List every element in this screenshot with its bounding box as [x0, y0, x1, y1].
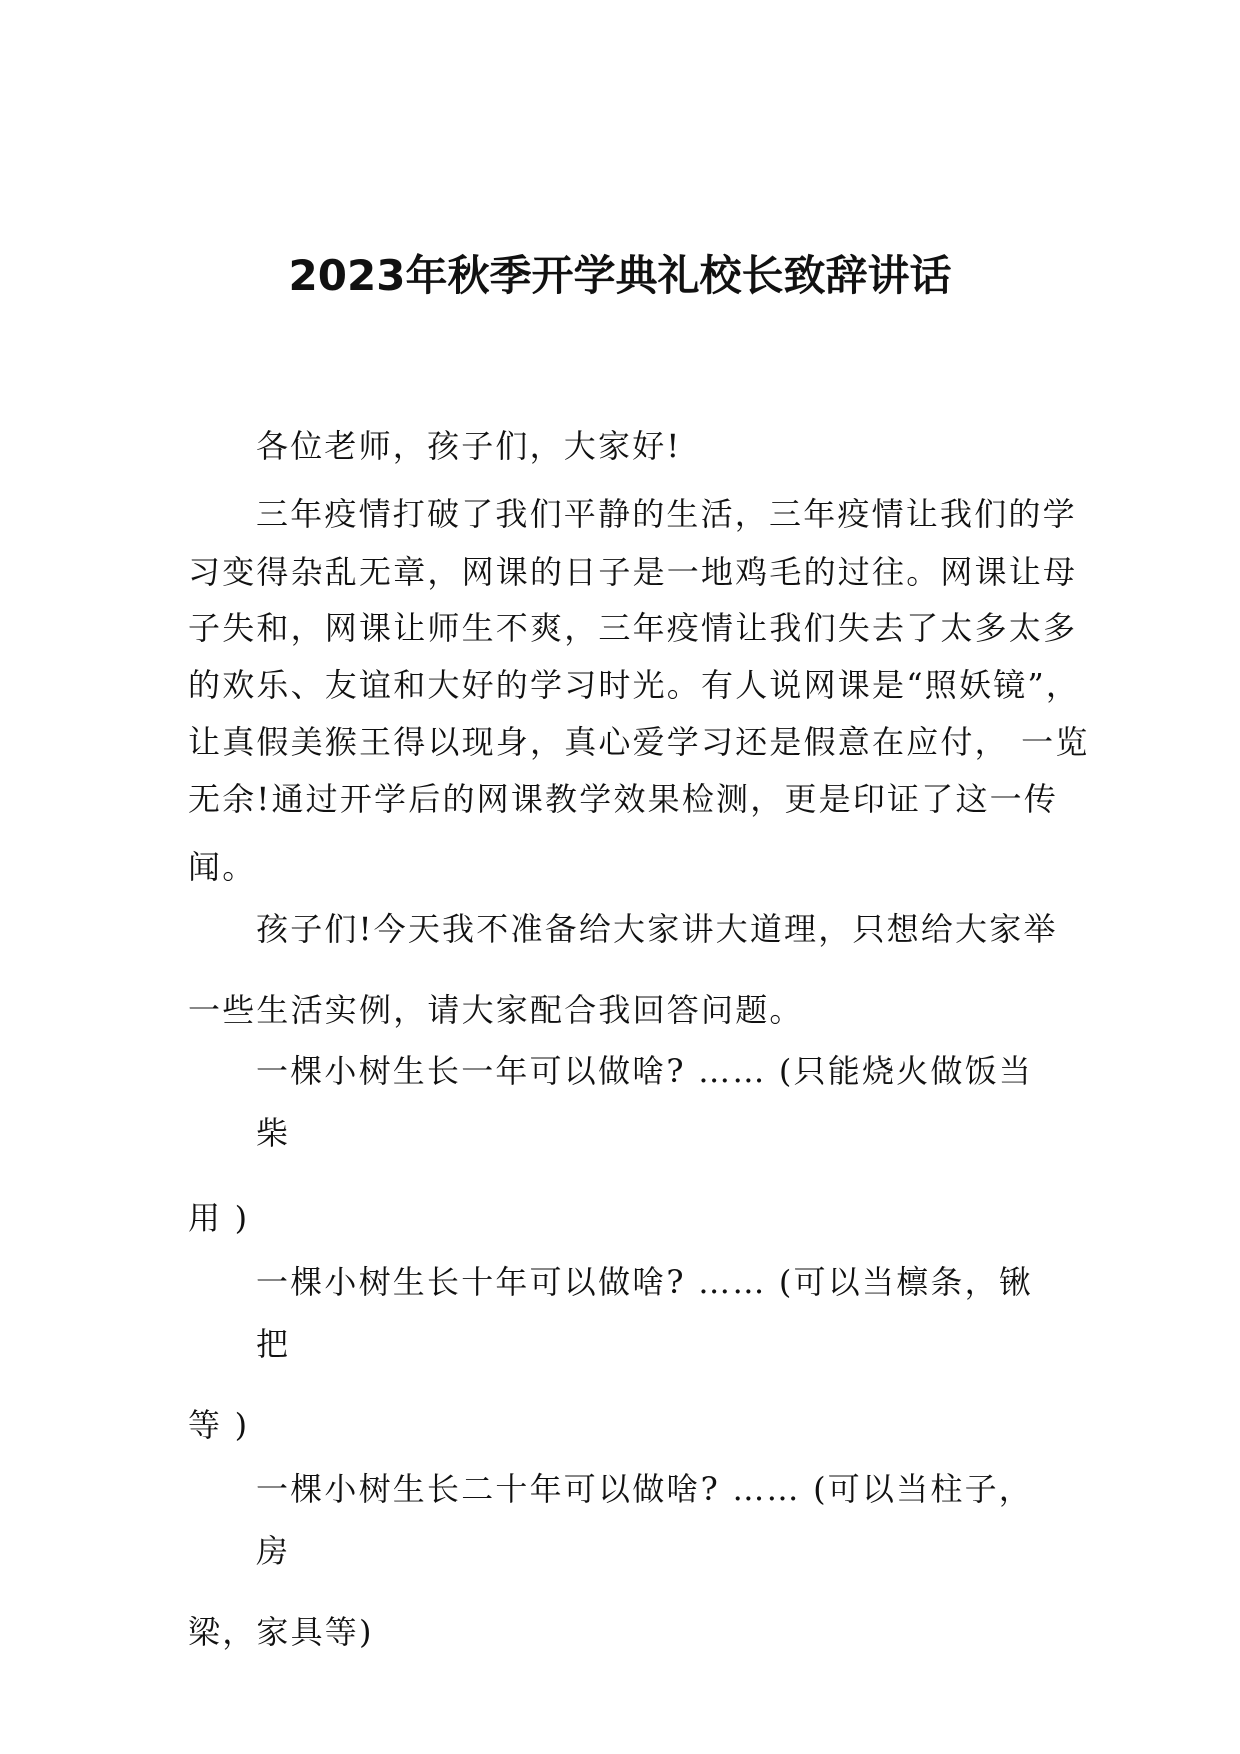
question-line: 用 ): [188, 1199, 250, 1237]
question-line: 把: [256, 1325, 291, 1363]
greeting-line: 各位老师，孩子们，大家好!: [256, 427, 682, 465]
question-line: 房: [256, 1532, 291, 1570]
paragraph-line: 无余!通过开学后的网课教学效果检测，更是印证了这一传: [188, 780, 1059, 818]
question-line: 一棵小树生长十年可以做啥? …… (可以当檩条，锹: [256, 1263, 1033, 1301]
document-title: 2023年秋季开学典礼校长致辞讲话: [288, 251, 952, 300]
question-line: 柴: [256, 1114, 291, 1152]
question-line: 一棵小树生长二十年可以做啥? …… (可以当柱子，: [256, 1470, 1033, 1508]
paragraph-line: 习变得杂乱无章，网课的日子是一地鸡毛的过往。网课让母: [188, 553, 1078, 591]
paragraph-line: 的欢乐、友谊和大好的学习时光。有人说网课是“照妖镜”，: [188, 666, 1081, 704]
paragraph-line: 闻。: [188, 848, 257, 886]
question-line: 等 ): [188, 1406, 250, 1444]
paragraph-line: 一些生活实例，请大家配合我回答问题。: [188, 991, 804, 1029]
paragraph-line: 三年疫情打破了我们平静的生活，三年疫情让我们的学: [256, 495, 1077, 533]
paragraph-line: 孩子们!今天我不准备给大家讲大道理，只想给大家举: [256, 910, 1058, 948]
paragraph-line: 让真假美猴王得以现身，真心爱学习还是假意在应付， 一览: [188, 723, 1090, 761]
paragraph-line: 子失和，网课让师生不爽，三年疫情让我们失去了太多太多: [188, 609, 1078, 647]
question-line: 梁，家具等): [188, 1613, 374, 1651]
question-line: 一棵小树生长一年可以做啥? …… (只能烧火做饭当: [256, 1052, 1033, 1090]
